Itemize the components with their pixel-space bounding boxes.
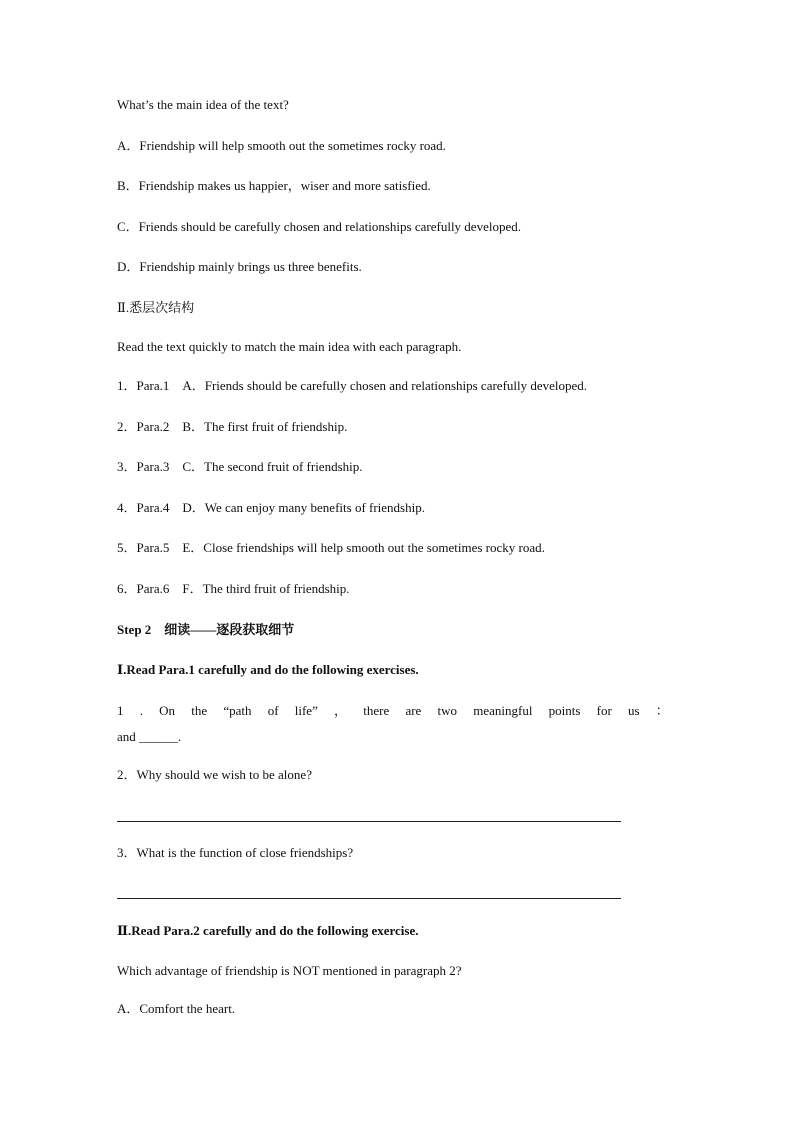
match-item: 3．Para.3 C．The second fruit of friendship.: [117, 459, 363, 474]
q1-word: the: [191, 703, 208, 718]
q1-word: .: [139, 703, 143, 718]
match-item: 4．Para.4 D．We can enjoy many benefits of friendship.: [117, 500, 425, 515]
question-3: 3．What is the function of close friendships?: [117, 845, 354, 860]
main-idea-option-b: B．Friendship makes us happier，wiser and more satisfied.: [117, 178, 431, 193]
match-item: 2．Para.2 B．The first fruit of friendship.: [117, 419, 348, 434]
step2-heading: Step 2 细读——逐段获取细节: [117, 622, 295, 637]
q1-word: of: [267, 703, 279, 718]
main-idea-option-a: A．Friendship will help smooth out the sometimes rocky road.: [117, 138, 446, 153]
q1-word: points: [548, 703, 581, 718]
match-item: 1．Para.1 A．Friends should be carefully chosen and relationships carefully developed.: [117, 378, 588, 393]
q1-word: for: [596, 703, 612, 718]
q1-word: 1: [117, 703, 124, 718]
q1-word: meaningful: [473, 703, 533, 718]
q1-word: are: [405, 703, 422, 718]
part1-heading: Ⅰ.Read Para.1 carefully and do the following exercises.: [117, 662, 419, 677]
answer-line[interactable]: [117, 898, 621, 899]
main-idea-option-c: C．Friends should be carefully chosen and relationships carefully developed.: [117, 219, 521, 234]
question-1-line: [117, 703, 669, 719]
main-idea-option-d: D．Friendship mainly brings us three benefits.: [117, 259, 362, 274]
q1-word: life”: [294, 703, 318, 718]
q1-word: “path: [223, 703, 252, 718]
q1-word: On: [159, 703, 176, 718]
section-heading-structure: Ⅱ.悉层次结构: [117, 300, 195, 315]
part2-option-a: A．Comfort the heart.: [117, 1001, 236, 1016]
question-2: 2．Why should we wish to be alone?: [117, 767, 312, 782]
question-1-continuation: and ______.: [117, 729, 182, 744]
q1-word: two: [437, 703, 458, 718]
q1-word: ：: [655, 703, 669, 718]
part2-question: Which advantage of friendship is NOT mentioned in paragraph 2?: [117, 963, 462, 978]
match-item: 6．Para.6 F．The third fruit of friendship.: [117, 581, 350, 596]
q1-word: there: [363, 703, 390, 718]
match-item: 5．Para.5 E．Close friendships will help smooth out the sometimes rocky road.: [117, 540, 545, 555]
matching-instruction: Read the text quickly to match the main idea with each paragraph.: [117, 339, 462, 354]
answer-line[interactable]: [117, 821, 621, 822]
main-idea-question: What’s the main idea of the text?: [117, 97, 289, 112]
part2-heading: Ⅱ.Read Para.2 carefully and do the following exercise.: [117, 923, 419, 938]
q1-word: us: [628, 703, 640, 718]
q1-word: ，: [334, 703, 348, 718]
